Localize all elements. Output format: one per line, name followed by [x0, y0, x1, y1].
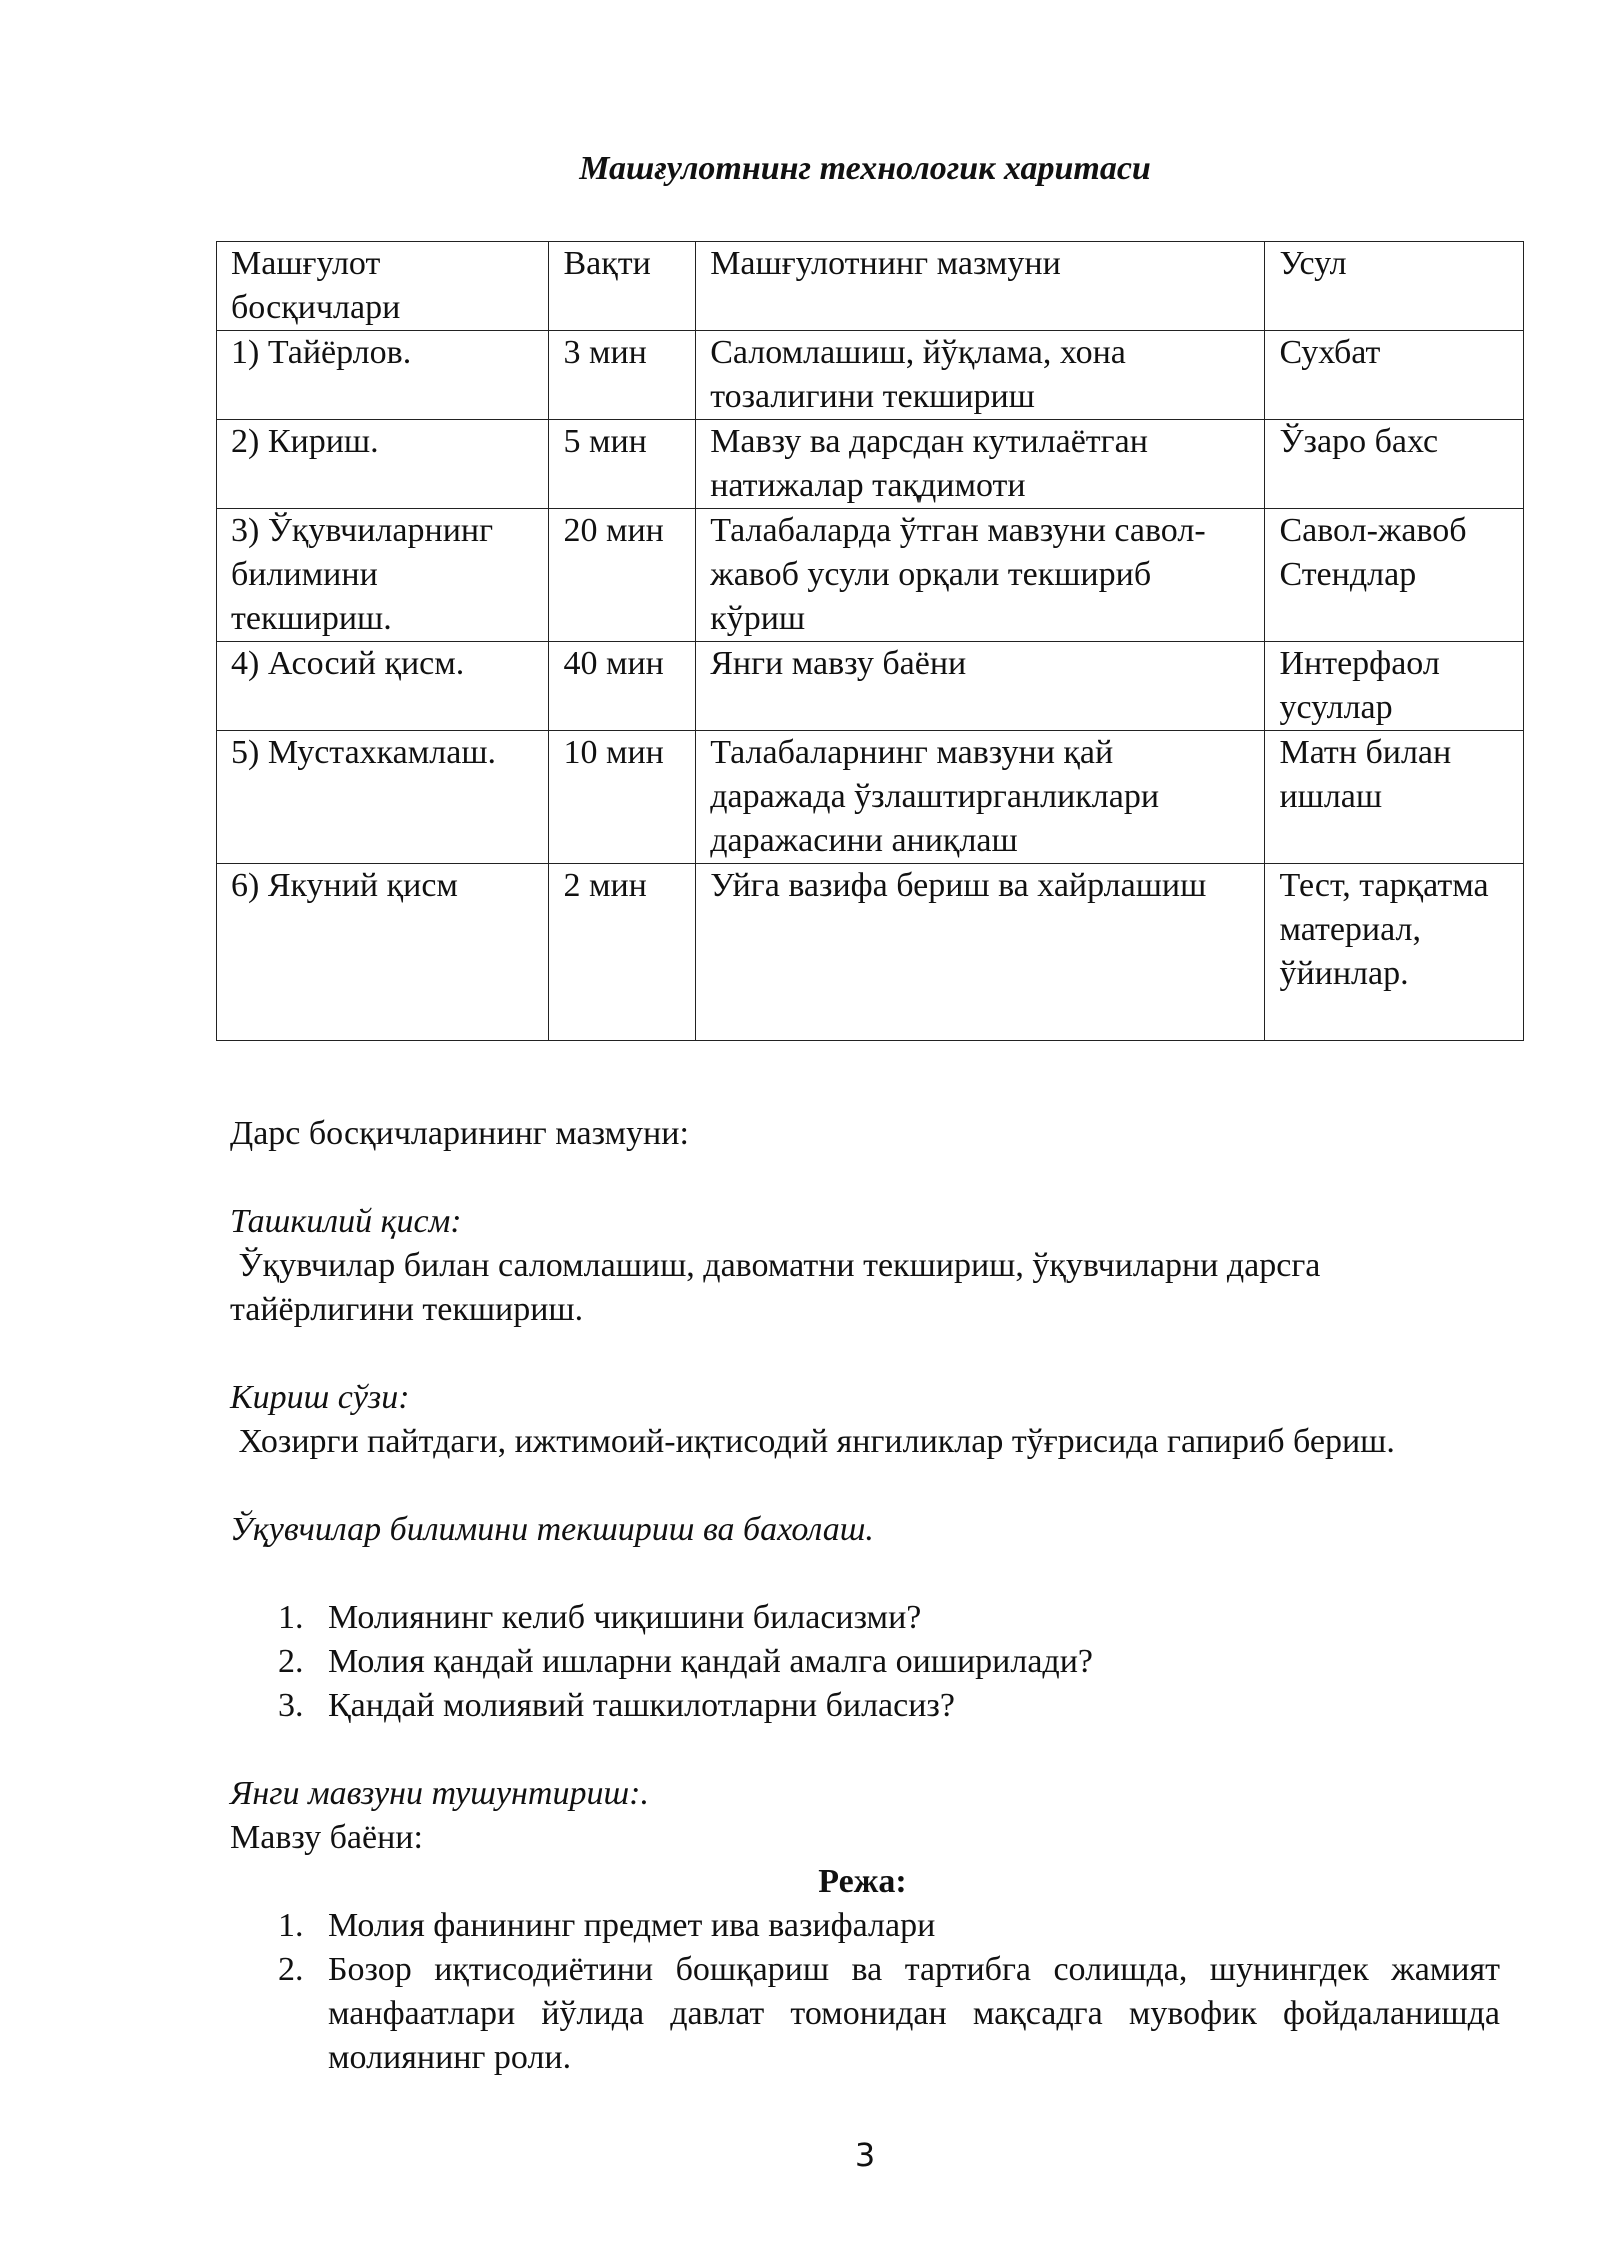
table-cell: Янги мавзу баёни	[696, 642, 1265, 731]
table-cell: Савол-жавоб Стендлар	[1265, 509, 1524, 642]
section-heading-introduction: Кириш сўзи:	[230, 1379, 410, 1416]
table-cell: Уйга вазифа бериш ва хайрлашиш	[696, 864, 1265, 1041]
table-cell: 1) Тайёрлов.	[217, 331, 549, 420]
table-row	[217, 642, 1524, 731]
table-cell: 6) Якуний қисм	[217, 864, 549, 1041]
header-cell: Машғулот босқичлари	[217, 242, 549, 331]
table-cell: Матн билан ишлаш	[1265, 731, 1524, 864]
table-cell: 4) Асосий қисм.	[217, 642, 549, 731]
section-heading-new-topic: Янги мавзуни тушунтириш:.	[230, 1775, 649, 1812]
table-cell: 5 мин	[549, 420, 696, 509]
table-row	[217, 331, 1524, 420]
technology-map-table	[216, 241, 1524, 1041]
list-item: 2. Молия қандай ишларни қандай амалга оиширилади?	[278, 1643, 1094, 1680]
questions-list	[230, 1596, 1500, 1728]
table-row	[217, 509, 1524, 642]
list-item: 1. Молия фанининг предмет ива вазифалари	[278, 1907, 936, 1944]
page-number: 3	[854, 2136, 876, 2174]
section-heading-organization: Ташкилий қисм:	[230, 1203, 462, 1240]
section-text-organization: Ўқувчилар билан саломлашиш, давоматни текшириш, ўқувчиларни дарсга тайёрлигини текшириш.	[230, 1247, 1329, 1328]
plan-list	[230, 1904, 1500, 2080]
table-cell: 3 мин	[549, 331, 696, 420]
section-text-introduction: Хозирги пайтдаги, ижтимоий-иқтисодий янгиликлар тўғрисида гапириб бериш.	[230, 1423, 1395, 1460]
table-row	[217, 864, 1524, 1041]
plan-heading: Режа:	[818, 1863, 907, 1900]
table-cell: Интерфаол усуллар	[1265, 642, 1524, 731]
table-row	[217, 731, 1524, 864]
table-cell: 3) Ўқувчиларнинг билимини текшириш.	[217, 509, 549, 642]
table-row	[217, 420, 1524, 509]
header-cell: Усул	[1265, 242, 1524, 331]
lesson-content	[230, 1112, 1500, 2080]
list-item: 3. Қандай молиявий ташкилотларни биласиз?	[278, 1687, 955, 1724]
table-cell: Ўзаро бахс	[1265, 420, 1524, 509]
header-cell: Машғулотнинг мазмуни	[696, 242, 1265, 331]
table-cell: 40 мин	[549, 642, 696, 731]
header-cell: Вақти	[549, 242, 696, 331]
table-cell: Тест, тарқатма материал, ўйинлар.	[1265, 864, 1524, 1041]
table-cell: 2) Кириш.	[217, 420, 549, 509]
table-cell: 10 мин	[549, 731, 696, 864]
table-cell: 20 мин	[549, 509, 696, 642]
table-cell: Саломлашиш, йўқлама, хона тозалигини текшириш	[696, 331, 1265, 420]
table-cell: Талабаларнинг мавзуни қай даражада ўзлаштирганликлари даражасини аниқлаш	[696, 731, 1265, 864]
table-cell: 5) Мустахкамлаш.	[217, 731, 549, 864]
table-cell: Сухбат	[1265, 331, 1524, 420]
content-intro: Дарс босқичларининг мазмуни:	[230, 1115, 689, 1152]
table-cell: Талабаларда ўтган мавзуни савол-жавоб усули орқали текшириб кўриш	[696, 509, 1265, 642]
table-cell: 2 мин	[549, 864, 696, 1041]
topic-label: Мавзу баёни:	[230, 1819, 423, 1856]
list-item: 2. Бозор иқтисодиётини бошқариш ва тартибга солишда, шунингдек жамият манфаатлари йўлида давлат томонидан мақсадга мувофик фойдаланишда молиянинг роли.	[278, 1951, 1500, 2076]
table-cell: Мавзу ва дарсдан кутилаётган натижалар тақдимоти	[696, 420, 1265, 509]
section-heading-knowledge-check: Ўқувчилар билимини текшириш ва бахолаш.	[230, 1511, 874, 1548]
list-item: 1. Молиянинг келиб чиқишини биласизми?	[278, 1599, 922, 1636]
table-header-row	[217, 242, 1524, 331]
page-title: Машғулотнинг технологик харитаси	[579, 150, 1151, 187]
